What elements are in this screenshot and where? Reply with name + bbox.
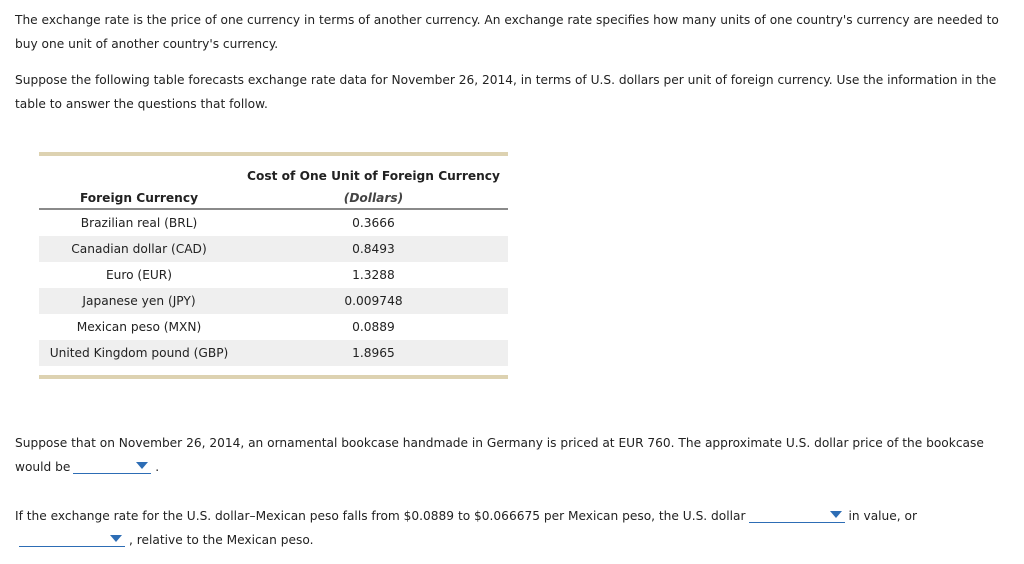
cost-cell: 0.8493 (352, 242, 395, 256)
currency-cell: United Kingdom pound (GBP) (49, 346, 229, 360)
cost-cell: 0.3666 (352, 216, 395, 230)
header-cost: Cost of One Unit of Foreign Currency (247, 169, 500, 183)
header-foreign-currency: Foreign Currency (79, 191, 199, 205)
question-1 (15, 431, 1005, 479)
cost-cell: 0.0889 (352, 320, 395, 334)
currency-cell: Mexican peso (MXN) (76, 320, 202, 334)
question-2-end-text: , relative to the Mexican peso. (129, 533, 314, 547)
question-2-middle-text: in value, or (848, 509, 917, 523)
currency-cell: Euro (EUR) (105, 268, 173, 282)
table-row (39, 288, 508, 314)
header-cost-unit: (Dollars) (343, 191, 404, 205)
cost-cell: 0.009748 (344, 294, 403, 308)
dropdown-arrow-icon (136, 462, 148, 469)
cost-cell: 1.3288 (352, 268, 395, 282)
table-row (39, 340, 508, 366)
table-row (39, 236, 508, 262)
question-2-text: If the exchange rate for the U.S. dollar–Mexican peso falls from $0.0889 to $0.066675 per Mexican peso, the U.S. dollar (15, 509, 746, 523)
currency-cell: Japanese yen (JPY) (82, 294, 196, 308)
question-2 (15, 504, 1005, 552)
question-1-period: . (155, 460, 160, 474)
dropdown-arrow-icon (830, 511, 842, 518)
currency-cell: Brazilian real (BRL) (80, 216, 198, 230)
table-body (39, 210, 508, 375)
percent-change-dropdown[interactable] (19, 532, 125, 547)
intro-paragraph-2: Suppose the following table forecasts exchange rate data for November 26, 2014, in terms of U.S. dollars per unit of foreign currency. Use the information in the table to answer the questions that follow. (15, 73, 997, 111)
table-row (39, 210, 508, 236)
table-bottom-border (39, 375, 508, 379)
question-1-text: Suppose that on November 26, 2014, an ornamental bookcase handmade in Germany is priced at EUR 760. The approximate U.S. dollar price of the bookcase would be (15, 436, 984, 474)
dropdown-arrow-icon (110, 535, 122, 542)
exchange-rate-table (39, 152, 508, 379)
bookcase-price-dropdown[interactable] (73, 459, 151, 474)
dollar-value-change-dropdown[interactable] (749, 508, 845, 523)
cost-cell: 1.8965 (352, 346, 395, 360)
intro-paragraph-1: The exchange rate is the price of one currency in terms of another currency. An exchange rate specifies how many units of one country's currency are needed to buy one unit of another country's currency. (15, 13, 999, 51)
table-header (39, 156, 508, 210)
currency-cell: Canadian dollar (CAD) (71, 242, 207, 256)
table-row (39, 262, 508, 288)
table-row (39, 314, 508, 340)
